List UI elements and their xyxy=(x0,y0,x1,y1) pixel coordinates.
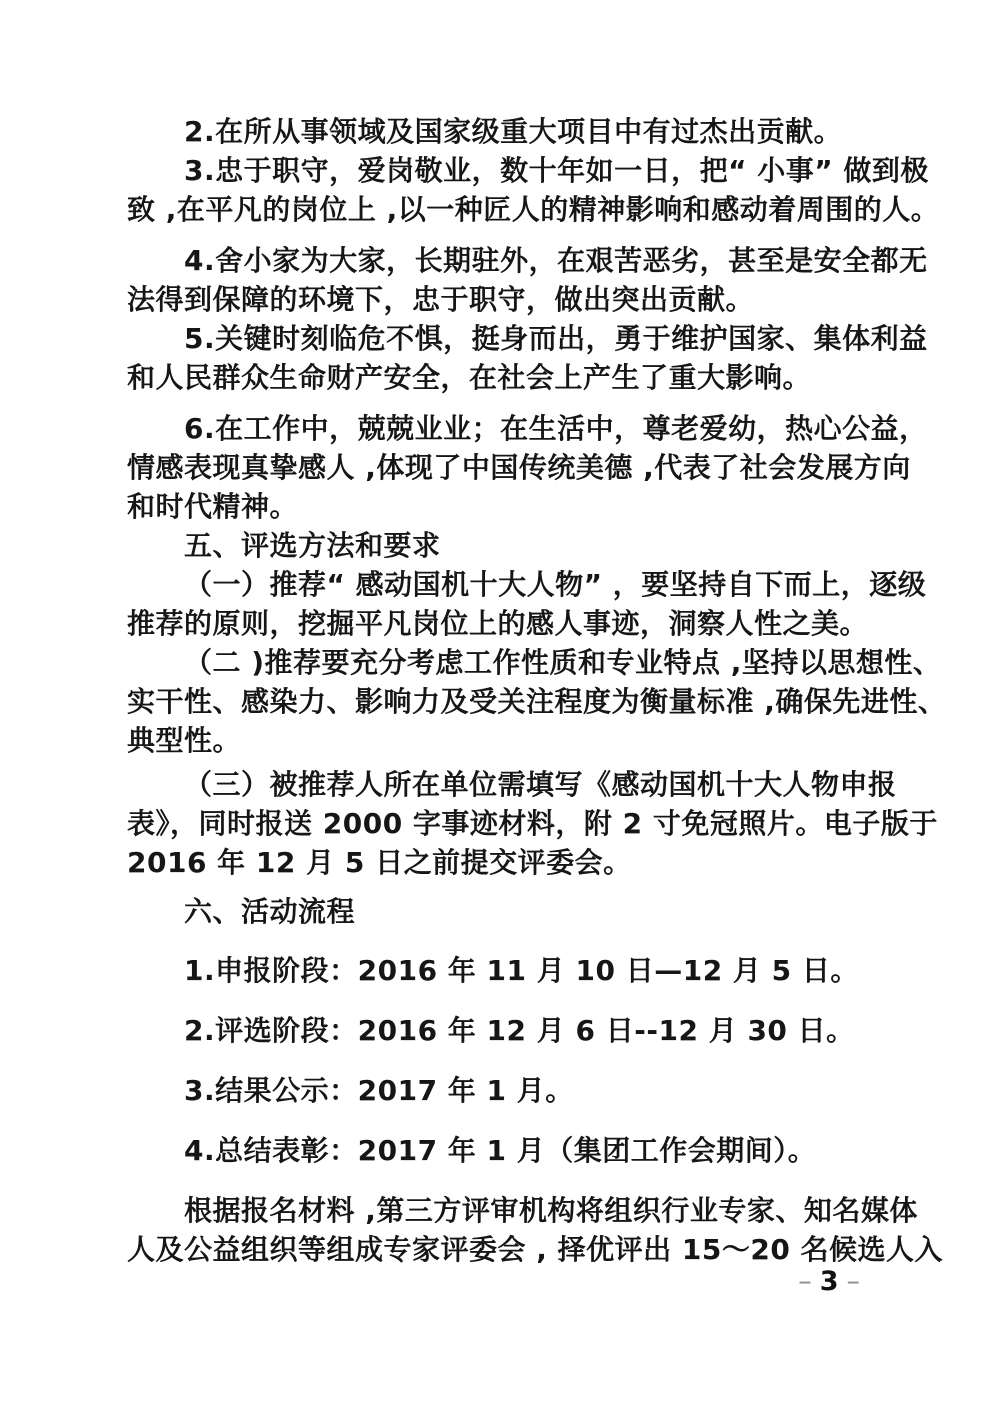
page-number-dash-right: – xyxy=(846,1266,861,1297)
line-stage-award: 4.总结表彰：2017 年 1 月（集团工作会期间）。 xyxy=(184,1134,817,1167)
line-method-3c: 2016 年 12 月 5 日之前提交评委会。 xyxy=(127,846,632,879)
line-method-2a: （二 )推荐要充分考虑工作性质和专业特点 ,坚持以思想性、 xyxy=(184,646,942,679)
line-criterion-5b: 和人民群众生命财产安全，在社会上产生了重大影响。 xyxy=(127,361,812,394)
line-criterion-6a: 6.在工作中，兢兢业业；在生活中，尊老爱幼，热心公益， xyxy=(184,412,928,445)
page-number-value: 3 xyxy=(819,1266,840,1297)
line-stage-publicity: 3.结果公示：2017 年 1 月。 xyxy=(184,1074,574,1107)
line-stage-selection: 2.评选阶段：2016 年 12 月 6 日--12 月 30 日。 xyxy=(184,1014,855,1047)
line-closing-a: 根据报名材料 ,第三方评审机构将组织行业专家、知名媒体 xyxy=(184,1194,918,1227)
page-number-dash-left: – xyxy=(798,1266,813,1297)
line-criterion-4a: 4.舍小家为大家，长期驻外，在艰苦恶劣，甚至是安全都无 xyxy=(184,244,928,277)
line-criterion-4b: 法得到保障的环境下，忠于职守，做出突出贡献。 xyxy=(127,283,755,316)
line-criterion-3a: 3.忠于职守，爱岗敬业，数十年如一日，把“ 小事” 做到极 xyxy=(184,154,929,187)
section-5-heading: 五、评选方法和要求 xyxy=(184,529,441,562)
line-method-2c: 典型性。 xyxy=(127,724,242,757)
page-number xyxy=(791,1266,868,1298)
document-body xyxy=(127,112,947,1269)
line-method-3b: 表》，同时报送 2000 字事迹材料，附 2 寸免冠照片。电子版于 xyxy=(127,807,938,840)
line-criterion-3b: 致 ,在平凡的岗位上 ,以一种匠人的精神影响和感动着周围的人。 xyxy=(127,193,940,226)
line-criterion-5a: 5.关键时刻临危不惧，挺身而出，勇于维护国家、集体利益 xyxy=(184,322,928,355)
line-stage-application: 1.申报阶段：2016 年 11 月 10 日—12 月 5 日。 xyxy=(184,954,859,987)
line-closing-b: 人及公益组织等组成专家评委会 , 择优评出 15～20 名候选人入 xyxy=(127,1233,944,1266)
section-6-heading: 六、活动流程 xyxy=(184,895,356,928)
line-method-3a: （三）被推荐人所在单位需填写《感动国机十大人物申报 xyxy=(184,768,897,801)
line-method-1a: （一）推荐“ 感动国机十大人物” ，要坚持自下而上，逐级 xyxy=(184,568,927,601)
line-criterion-6c: 和时代精神。 xyxy=(127,490,299,523)
line-criterion-6b: 情感表现真挚感人 ,体现了中国传统美德 ,代表了社会发展方向 xyxy=(127,451,911,484)
line-method-2b: 实干性、感染力、影响力及受关注程度为衡量标准 ,确保先进性、 xyxy=(127,685,947,718)
line-method-1b: 推荐的原则，挖掘平凡岗位上的感人事迹，洞察人性之美。 xyxy=(127,607,869,640)
line-criterion-2: 2.在所从事领域及国家级重大项目中有过杰出贡献。 xyxy=(184,115,843,148)
